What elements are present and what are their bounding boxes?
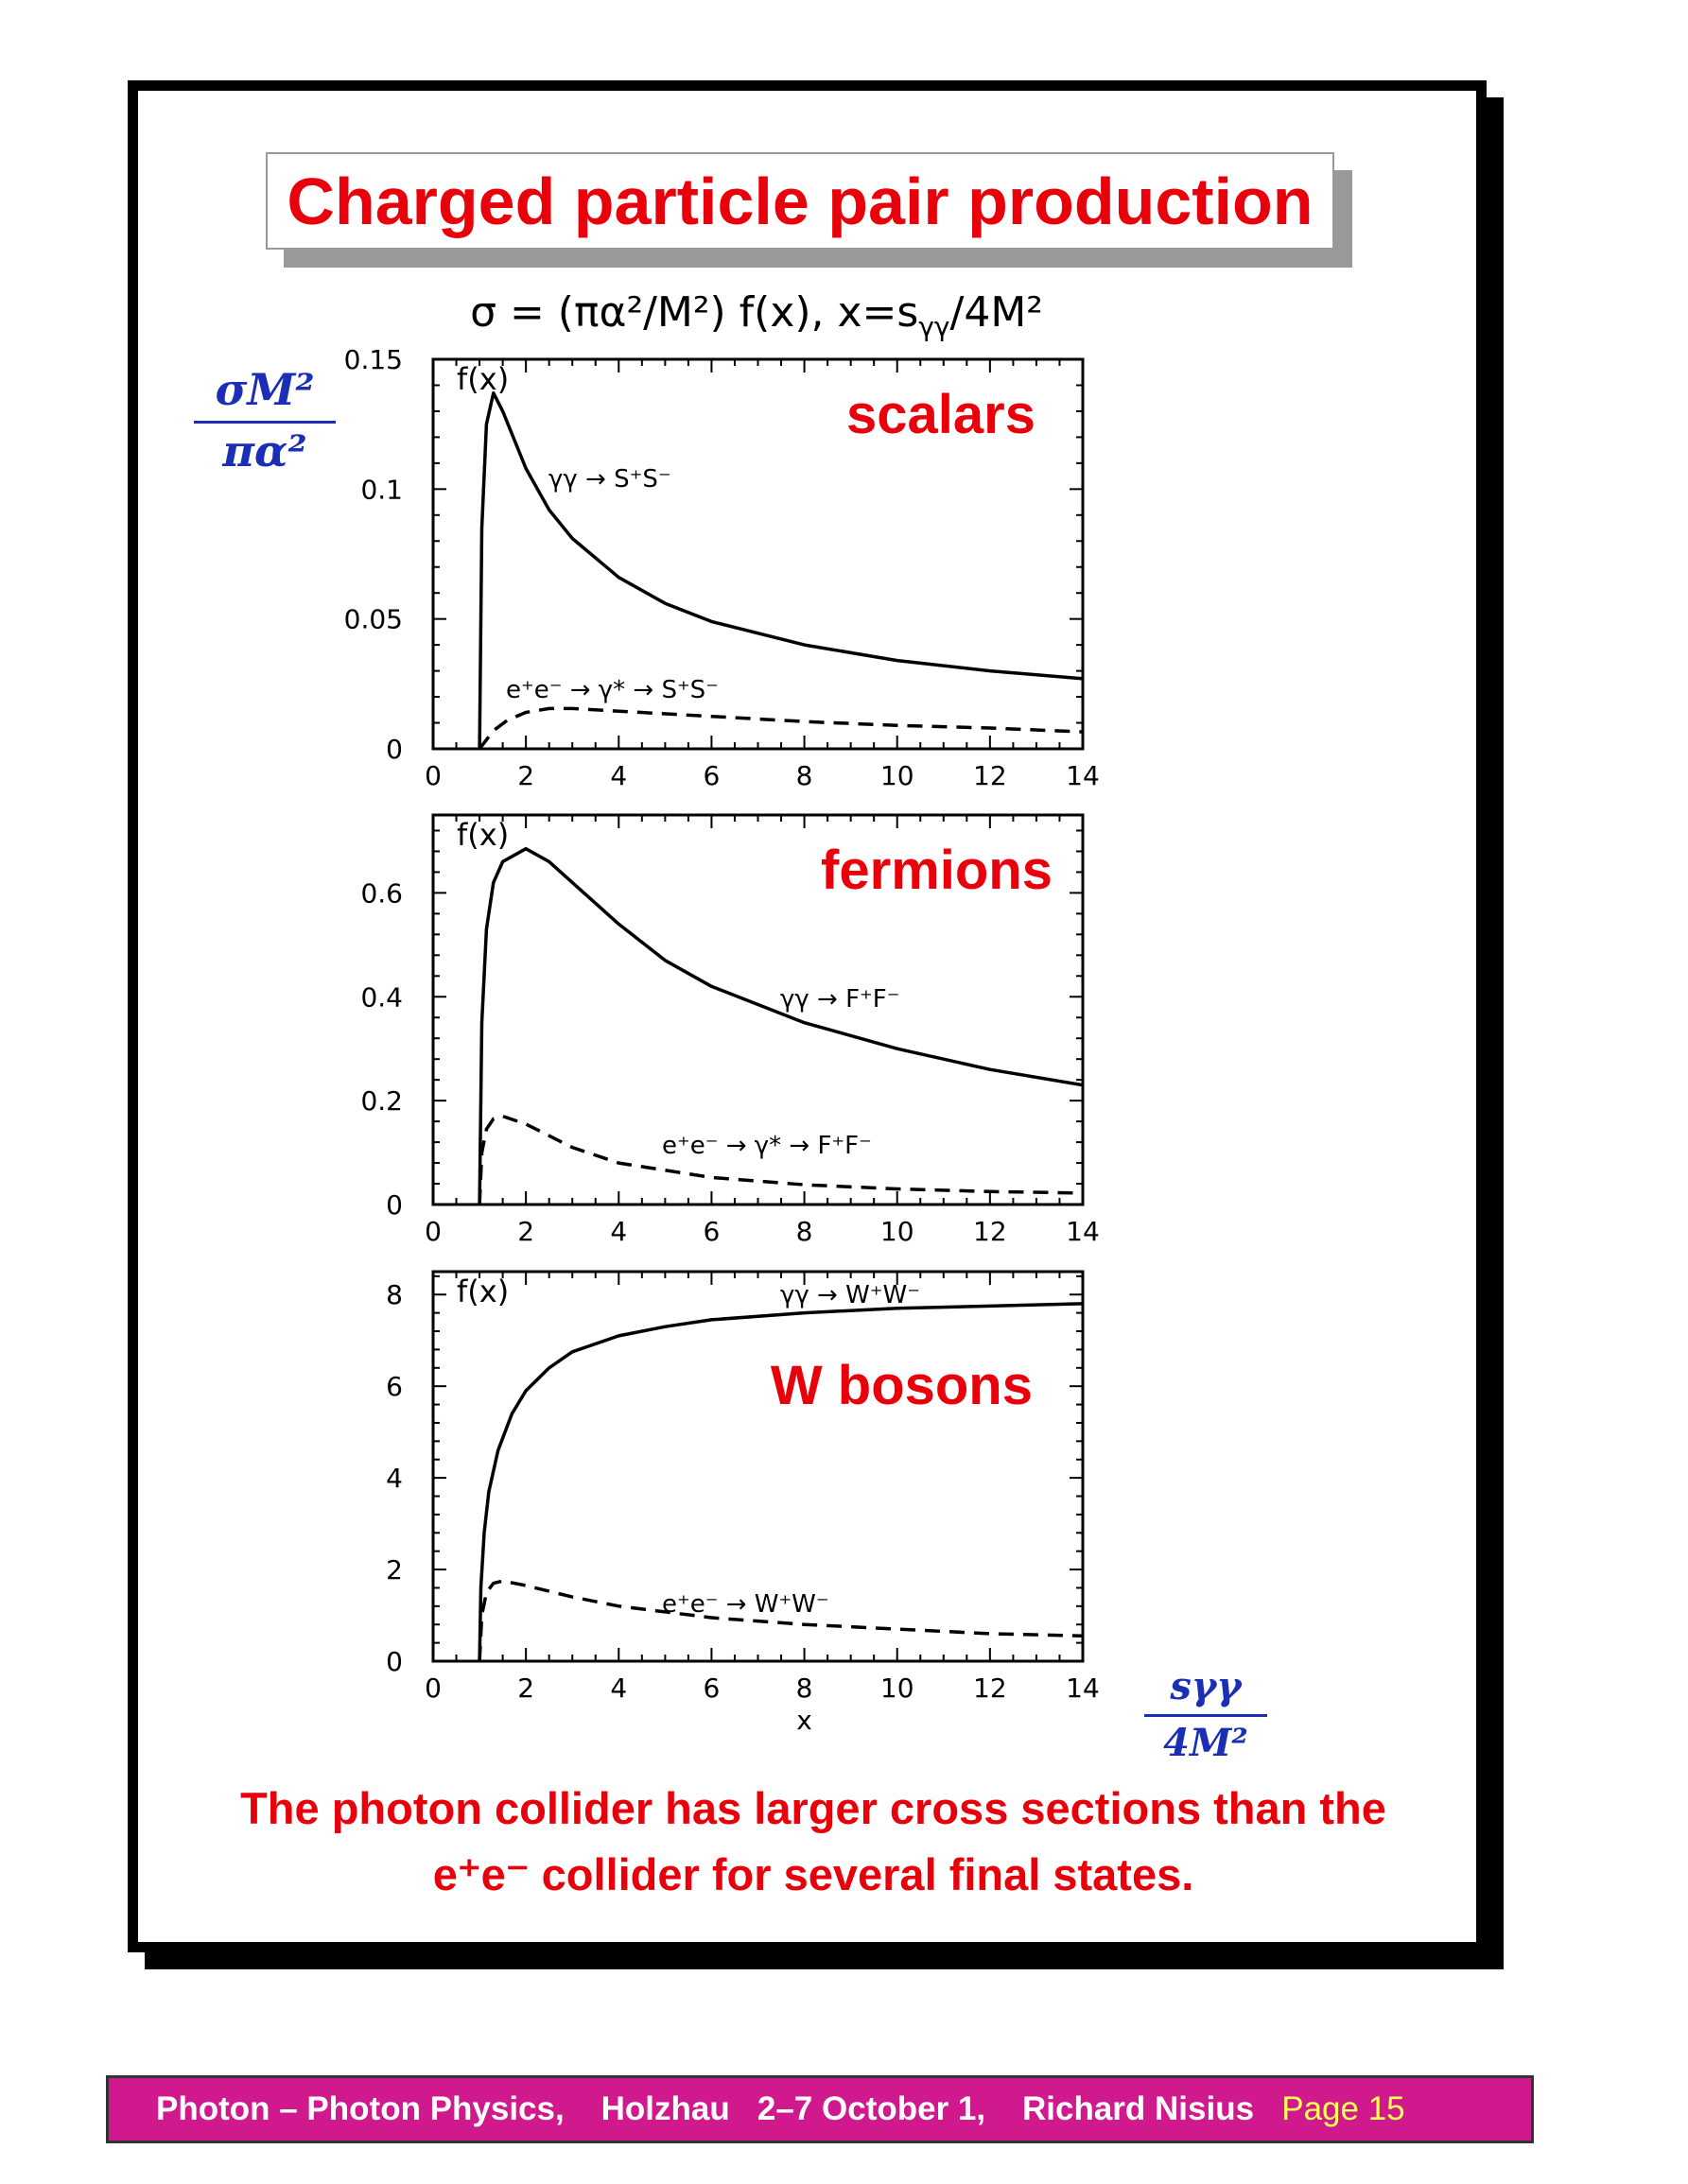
footer-bar <box>106 2075 1534 2143</box>
x-axis-label-denominator: 4M² <box>1163 1721 1248 1765</box>
slide-title: Charged particle pair production <box>287 164 1314 238</box>
panel-title: fermions <box>821 840 1053 901</box>
series-label: γγ → W⁺W⁻ <box>780 1281 920 1309</box>
y-tick-label: 0.4 <box>360 981 403 1014</box>
x-tick-label: 0 <box>425 760 442 791</box>
panel-x-label: x <box>796 1705 812 1736</box>
y-tick-label: 6 <box>386 1371 403 1403</box>
formula-subscript: γγ <box>918 310 950 342</box>
y-tick-label: 0.15 <box>343 344 403 375</box>
y-tick-label: 0 <box>386 1646 403 1677</box>
y-tick-label: 4 <box>386 1463 403 1495</box>
x-tick-label: 10 <box>879 760 914 791</box>
y-axis-label-numerator: σM² <box>194 364 336 424</box>
series-label: e⁺e⁻ → W⁺W⁻ <box>662 1590 829 1619</box>
series-label: e⁺e⁻ → γ* → F⁺F⁻ <box>662 1132 872 1160</box>
x-tick-label: 12 <box>973 760 1007 791</box>
x-axis-label-numerator: sγγ <box>1144 1664 1267 1717</box>
x-tick-label: 6 <box>703 760 721 791</box>
x-tick-label: 14 <box>1066 1216 1100 1247</box>
x-tick-label: 0 <box>425 1216 442 1247</box>
y-axis-label-denominator: πα² <box>222 425 307 477</box>
y-tick-label: 0.2 <box>360 1085 403 1118</box>
x-tick-label: 2 <box>517 1216 535 1247</box>
x-tick-label: 10 <box>879 1673 914 1704</box>
series-label: γγ → F⁺F⁻ <box>780 985 900 1014</box>
y-tick-label: 2 <box>386 1554 403 1586</box>
formula-main: σ = (πα²/M²) f(x), x=s <box>470 288 919 337</box>
panel-y-label: f(x) <box>457 817 510 853</box>
y-tick-label: 0.05 <box>343 603 403 635</box>
x-tick-label: 2 <box>517 760 535 791</box>
x-tick-label: 14 <box>1066 1673 1100 1704</box>
x-tick-label: 0 <box>425 1673 442 1704</box>
footer-text: Photon – Photon Physics, Holzhau 2–7 October 1, Richard Nisius <box>156 2090 1282 2127</box>
conclusion-line-2: e⁺e⁻ collider for several final states. <box>432 1849 1194 1899</box>
series-label: e⁺e⁻ → γ* → S⁺S⁻ <box>506 676 719 704</box>
y-tick-label: 8 <box>386 1279 403 1311</box>
x-axis-label <box>1144 1664 1267 1765</box>
y-tick-label: 0.1 <box>360 474 403 506</box>
panel-y-label: f(x) <box>457 361 510 397</box>
conclusion-line-1: The photon collider has larger cross sections than the <box>240 1783 1386 1833</box>
x-tick-label: 8 <box>795 1216 813 1247</box>
ee-curve <box>479 1117 1083 1205</box>
formula-tail: /4M² <box>949 288 1043 337</box>
x-tick-label: 4 <box>610 1216 628 1247</box>
panel-y-label: f(x) <box>457 1274 510 1309</box>
x-tick-label: 8 <box>795 760 813 791</box>
x-tick-label: 14 <box>1066 760 1100 791</box>
y-tick-label: 0 <box>386 734 403 765</box>
x-tick-label: 10 <box>879 1216 914 1247</box>
panel-title: W bosons <box>770 1355 1033 1416</box>
y-tick-label: 0.6 <box>360 877 403 910</box>
series-label: γγ → S⁺S⁻ <box>548 465 671 494</box>
page-number: Page 15 <box>1281 2090 1405 2127</box>
x-tick-label: 4 <box>610 760 628 791</box>
y-tick-label: 0 <box>386 1189 403 1221</box>
x-tick-label: 2 <box>517 1673 535 1704</box>
x-tick-label: 8 <box>795 1673 813 1704</box>
x-tick-label: 6 <box>703 1673 721 1704</box>
panel-title: scalars <box>846 384 1035 445</box>
x-tick-label: 6 <box>703 1216 721 1247</box>
x-tick-label: 4 <box>610 1673 628 1704</box>
x-tick-label: 12 <box>973 1216 1007 1247</box>
x-tick-label: 12 <box>973 1673 1007 1704</box>
